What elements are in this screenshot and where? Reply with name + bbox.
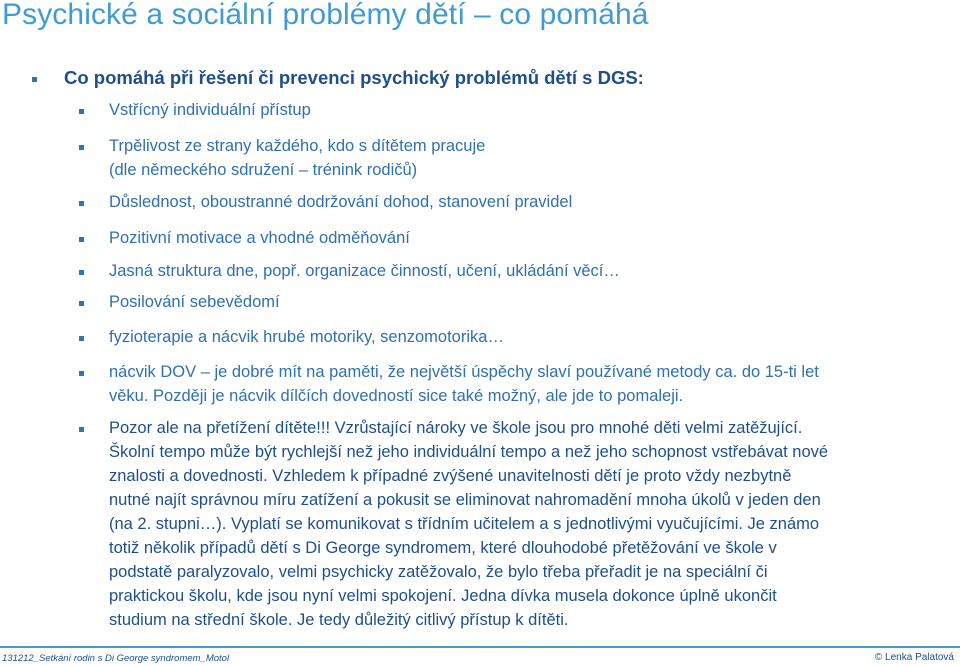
footer-copyright: © Lenka Palatová (874, 652, 954, 663)
list-item-line: (na 2. stupni…). Vyplatí se komunikovat s třídním učitelem a s jednotlivými vyučujícími. Je známo (109, 515, 820, 533)
list-item-line: Pozitivní motivace a vhodné odměňování (109, 229, 410, 247)
list-item-line: Posilování sebevědomí (109, 293, 280, 311)
list-bullet-icon (79, 109, 84, 114)
list-item-line: totiž několik případů dětí s Di George syndromem, které dlouhodobé přetěžování ve škole v (109, 539, 777, 557)
footer-divider (0, 646, 960, 648)
list-bullet-icon (79, 427, 84, 432)
list-item-line: Jasná struktura dne, popř. organizace činností, učení, ukládání věcí… (109, 262, 620, 280)
list-bullet-icon (79, 270, 84, 275)
list-bullet-icon (79, 371, 84, 376)
list-item-line: Trpělivost ze strany každého, kdo s dítětem pracuje (109, 137, 486, 155)
list-item (109, 98, 929, 122)
list-item (109, 360, 929, 408)
list-item (109, 416, 929, 632)
footer-source: 131212_Setkání rodin s Di George syndromem_Motol (2, 653, 230, 664)
list-item (109, 325, 929, 349)
list-item-line: studium na střední škole. Je tedy důležitý citlivý přístup k dítěti. (109, 611, 569, 629)
list-item-line: praktickou školu, kde jsou nyní velmi spokojení. Jedna dívka musela dokonce úplně ukončit (109, 587, 777, 605)
heading-bullet-icon (32, 77, 37, 82)
list-item (109, 134, 929, 182)
list-item-line: nutné najít správnou míru zatížení a pokusit se eliminovat nahromadění mnoha úkolů v jeden den (109, 491, 821, 509)
list-item-line: nácvik DOV – je dobré mít na paměti, že největší úspěchy slaví používané metody ca. do 15-ti let (109, 363, 819, 381)
list-item-line: Důslednost, oboustranné dodržování dohod, stanovení pravidel (109, 193, 573, 211)
list-item-line: Školní tempo může být rychlejší než jeho individuální tempo a než jeho schopnost vstřebávat nové (109, 443, 829, 461)
list-bullet-icon (79, 145, 84, 150)
slide-title: Psychické a sociální problémy dětí – co pomáhá (2, 0, 649, 31)
list-item-line: fyzioterapie a nácvik hrubé motoriky, senzomotorika… (109, 328, 504, 346)
list-item (109, 290, 929, 314)
list-item-line: Vstřícný individuální přístup (109, 101, 311, 119)
list-bullet-icon (79, 301, 84, 306)
list-item-line: podstatě paralyzovalo, velmi psychicky zatěžovalo, že bylo třeba přeřadit je na speciální či (109, 563, 768, 581)
list-item (109, 226, 929, 250)
list-item (109, 259, 929, 283)
list-item-line: věku. Později je nácvik dílčích dovedností sice také možný, ale jde to pomaleji. (109, 387, 684, 405)
list-item-line: Pozor ale na přetížení dítěte!!! Vzrůstající nároky ve škole jsou pro mnohé děti velmi zatěžující. (109, 419, 803, 437)
list-bullet-icon (79, 336, 84, 341)
list-bullet-icon (79, 201, 84, 206)
list-item (109, 190, 929, 214)
list-item-line: znalosti a dovednosti. Vzhledem k případné zvýšené unavitelnosti dětí je proto vždy nezbytně (109, 467, 792, 485)
list-item-line: (dle německého sdružení – trénink rodičů) (109, 161, 418, 179)
list-bullet-icon (79, 237, 84, 242)
section-heading: Co pomáhá při řešení či prevenci psychický problémů dětí s DGS: (64, 67, 644, 88)
